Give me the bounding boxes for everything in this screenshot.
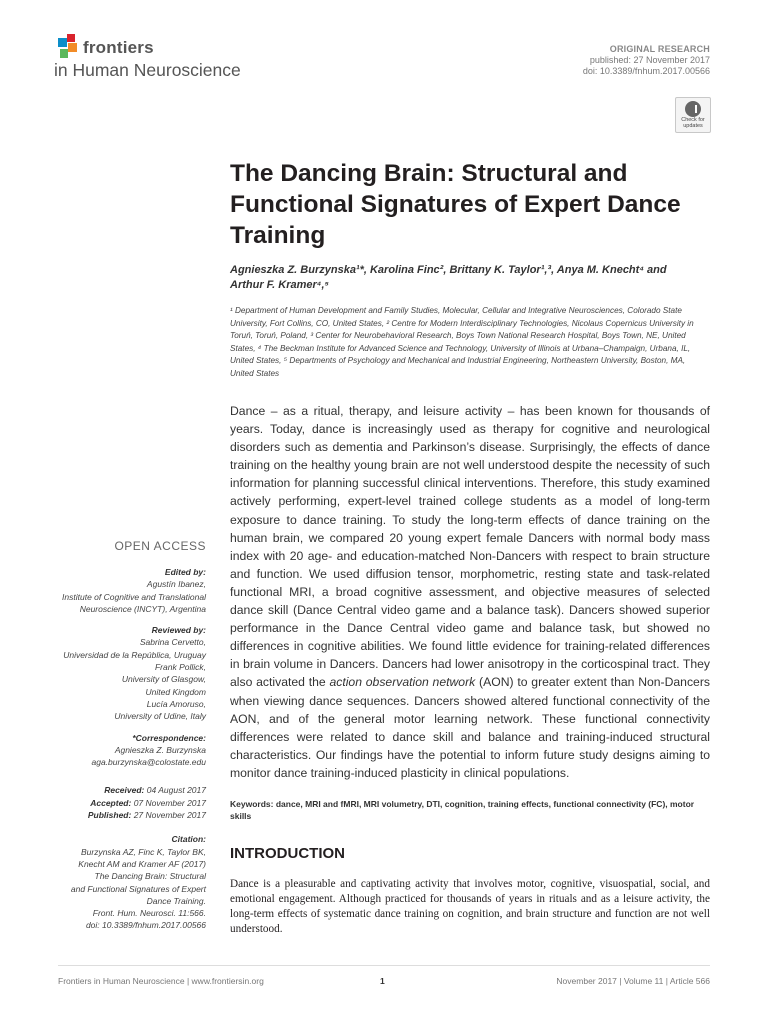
citation-line: Burzynska AZ, Finc K, Taylor BK, — [80, 846, 206, 857]
footer-issue-info: November 2017 | Volume 11 | Article 566 — [556, 976, 710, 986]
introduction-paragraph: Dance is a pleasurable and captivating activity that involves motor, cognitive, visuospatial, social, and emotional engagement. Although practiced for thousands of years in rituals and as a leisure activity, the long-term effects of systematic dance training on cognition, and brain structure and function are not well understood. — [230, 878, 710, 935]
citation-line: Knecht AM and Kramer AF (2017) — [78, 858, 206, 869]
open-access-label: OPEN ACCESS — [114, 539, 206, 553]
reviewer-line: Sabrina Cervetto, — [139, 637, 206, 648]
authors-line1: Agnieszka Z. Burzynska¹*, Karolina Finc², Brittany K. Taylor¹,³, Anya M. Knecht⁴ and — [230, 264, 667, 276]
abstract-part1: Dance – as a ritual, therapy, and leisure activity – has been known for thousands of years. Today, dance is increasingly used as therapy for cognitive and neurological disorders such as dementia and Parkinson’s disease. Surprisingly, the effects of dance training on the healthy young brain are not well understood despite the necessity of such information for planning successful clinical interventions. Therefore, this study examined actively performing, expert-level trained college students as a model of long-term exposure to dance training. To study the long-term effects of dance training on the human brain, we compared 20 young expert female Dancers with normal body mass index with 20 age- and education-matched Non-Dancers with respect to brain structure and function. We used diffusion tensor, morphometric, resting state and task-related functional MRI, a broad cognitive assessment, and objective measures of selected dance skill (Dance Central video game and a balance task). Dancers showed superior performance in the Dance Central video game and balance task, but showed no differences in cognitive abilities. We found little evidence for training-related differences in brain volume in Dancers. Dancers had lower anisotropy in the corticospinal tract. They also activated the — [230, 404, 710, 690]
accepted-date — [40, 797, 206, 809]
authors-line2: Arthur F. Kramer⁴,⁵ — [230, 279, 330, 291]
article-title: The Dancing Brain: Structural and Functional Signatures of Expert Dance Training — [230, 160, 681, 249]
footer-journal-link[interactable]: Frontiers in Human Neuroscience | www.frontiersin.org — [58, 976, 264, 986]
reviewed-by-label: Reviewed by: — [151, 625, 206, 636]
edited-by-block — [40, 566, 206, 615]
journal-name: in Human Neuroscience — [54, 60, 241, 80]
published-label: Published: — [87, 810, 132, 821]
citation-label: Citation: — [171, 834, 206, 845]
reviewer-line: United Kingdom — [145, 686, 206, 697]
frontiers-logo-icon — [58, 34, 80, 62]
correspondence-email-link[interactable]: aga.burzynska@colostate.edu — [91, 757, 206, 768]
brand-name: frontiers — [83, 38, 154, 57]
update-icon — [685, 101, 701, 117]
badge-line1: Check for — [681, 117, 705, 123]
citation-doi-link[interactable]: doi: 10.3389/fnhum.2017.00566 — [85, 920, 206, 931]
reviewer-line: University of Glasgow, — [121, 674, 206, 685]
author-list — [230, 263, 690, 293]
accepted-value: 07 November 2017 — [131, 797, 206, 808]
reviewer-line: Lucía Amoruso, — [146, 698, 206, 709]
check-for-updates-button[interactable] — [675, 97, 711, 133]
doi: doi: 10.3389/fnhum.2017.00566 — [582, 66, 710, 76]
published-date-sidebar — [40, 809, 206, 821]
edited-by-line: Agustín Ibanez, — [146, 579, 206, 590]
published-date: published: 27 November 2017 — [589, 55, 710, 65]
article-type: ORIGINAL RESEARCH — [609, 44, 710, 54]
reviewer-line: University of Udine, Italy — [114, 711, 206, 722]
citation-line: Front. Hum. Neurosci. 11:566. — [92, 908, 206, 919]
reviewer-line: Frank Pollick, — [154, 662, 206, 673]
abstract — [230, 402, 710, 782]
abstract-part2: (AON) to greater extent than Non-Dancers when viewing dance sequences. Dancers showed altered functional connectivity of the AON, and of the general motor learning network. These functional connectivity differences were related to dance skill and balance and training-induced structural characteristics. Our findings have the potential to inform future study designs aiming to monitor dance training-induced plasticity in clinical populations. — [230, 675, 710, 780]
correspondence-name: Agnieszka Z. Burzynska — [114, 744, 206, 755]
received-date — [40, 784, 206, 796]
section-heading-introduction: INTRODUCTION — [230, 845, 345, 862]
reviewed-by-block — [40, 624, 206, 722]
affiliations: ¹ Department of Human Development and Family Studies, Molecular, Cellular and Integrative Neurosciences, Colorado State University, Fort Collins, CO, United States, ² Centre for Modern Interdisciplinary Technologies, Nicolaus Copernicus University in Toruń, Toruń, Poland, ³ Center for Neurobehavioral Research, Boys Town National Research Hospital, Boys Town, NE, United States, ⁴ The Beckman Institute for Advanced Science and Technology, University of Illinois at Urbana–Champaign, Urbana, IL, United States, ⁵ Departments of Psychology and Mechanical and Industrial Engineering, Northeastern University, Boston, MA, United States — [230, 306, 694, 378]
reviewer-line: Universidad de la República, Uruguay — [63, 649, 206, 660]
accepted-label: Accepted: — [90, 797, 132, 808]
article-meta — [583, 44, 710, 77]
correspondence-label: *Correspondence: — [132, 732, 206, 743]
footer-divider — [58, 965, 710, 966]
edited-by-line: Institute of Cognitive and Translational — [62, 591, 206, 602]
edited-by-label: Edited by: — [164, 567, 206, 577]
citation-line: Dance Training. — [146, 895, 206, 906]
correspondence-block — [40, 732, 206, 769]
citation-block — [40, 833, 206, 931]
sidebar-info — [40, 566, 206, 941]
abstract-italic-term: action observation network — [329, 675, 476, 690]
published-value: 27 November 2017 — [131, 810, 206, 821]
keywords-label: Keywords: — [230, 799, 274, 809]
citation-line: The Dancing Brain: Structural — [94, 871, 206, 882]
received-label: Received: — [104, 785, 145, 796]
citation-line: and Functional Signatures of Expert — [70, 883, 206, 894]
badge-line2: updates — [683, 123, 703, 129]
dates-block — [40, 784, 206, 821]
page-number: 1 — [380, 976, 385, 986]
keywords-list: dance, MRI and fMRI, MRI volumetry, DTI, cognition, training effects, functional connectivity (FC), motor skills — [230, 799, 695, 821]
keywords — [230, 798, 710, 822]
edited-by-line: Neuroscience (INCYT), Argentina — [79, 603, 206, 614]
received-value: 04 August 2017 — [144, 785, 206, 796]
